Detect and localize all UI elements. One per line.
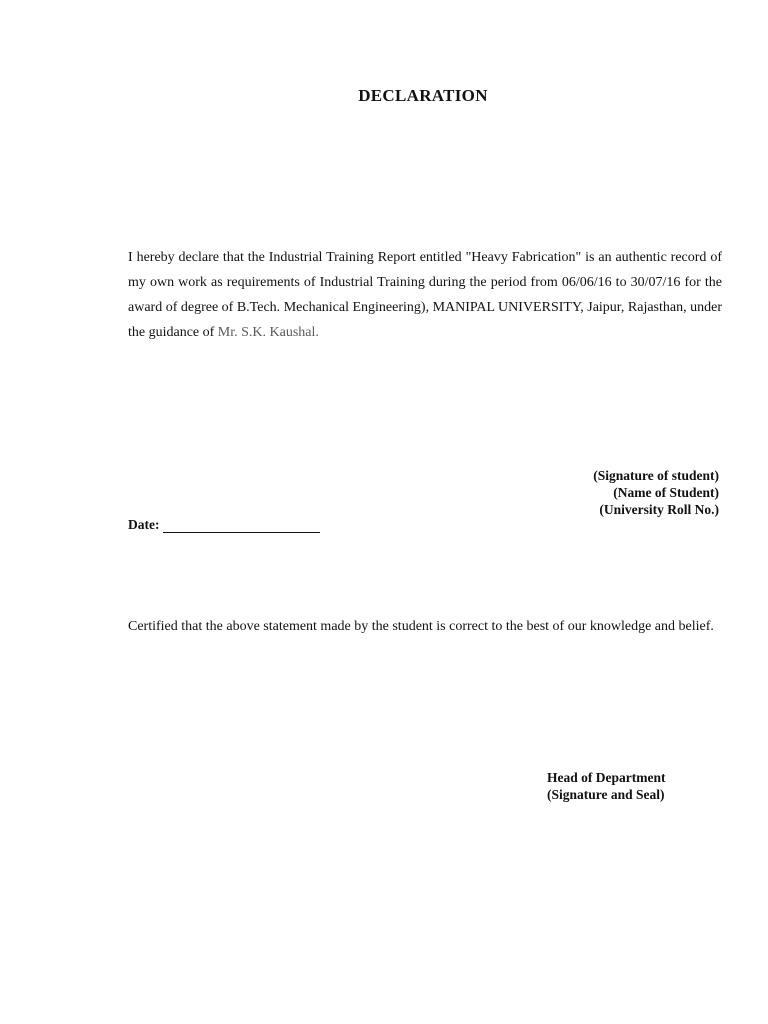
hod-signature-block	[547, 769, 665, 803]
hod-title: Head of Department	[547, 770, 666, 785]
hod-signature-label: (Signature and Seal)	[547, 787, 665, 802]
declaration-paragraph	[128, 245, 722, 345]
guide-name: Mr. S.K. Kaushal.	[217, 325, 319, 340]
page-title: DECLARATION	[358, 86, 488, 105]
university-roll-label: (University Roll No.)	[599, 502, 719, 517]
date-label: Date:	[128, 517, 160, 532]
certification-paragraph: Certified that the above statement made by the student is correct to the best of our knowledge and belief.	[128, 619, 714, 634]
date-blank-line	[163, 520, 320, 533]
student-signature-block	[593, 467, 719, 518]
date-row	[128, 517, 320, 533]
student-name-label: (Name of Student)	[613, 485, 719, 500]
student-signature-label: (Signature of student)	[593, 468, 719, 483]
declaration-text: I hereby declare that the Industrial Training Report entitled "Heavy Fabrication" is an authentic record of my own work as requirements of Industrial Training during the period from 06/06/16 to 30/07/16 for the award of degree of B.Tech. Mechanical Engineering), MANIPAL UNIVERSITY, Jaipur, Rajasthan, under the guidance of	[128, 250, 722, 340]
